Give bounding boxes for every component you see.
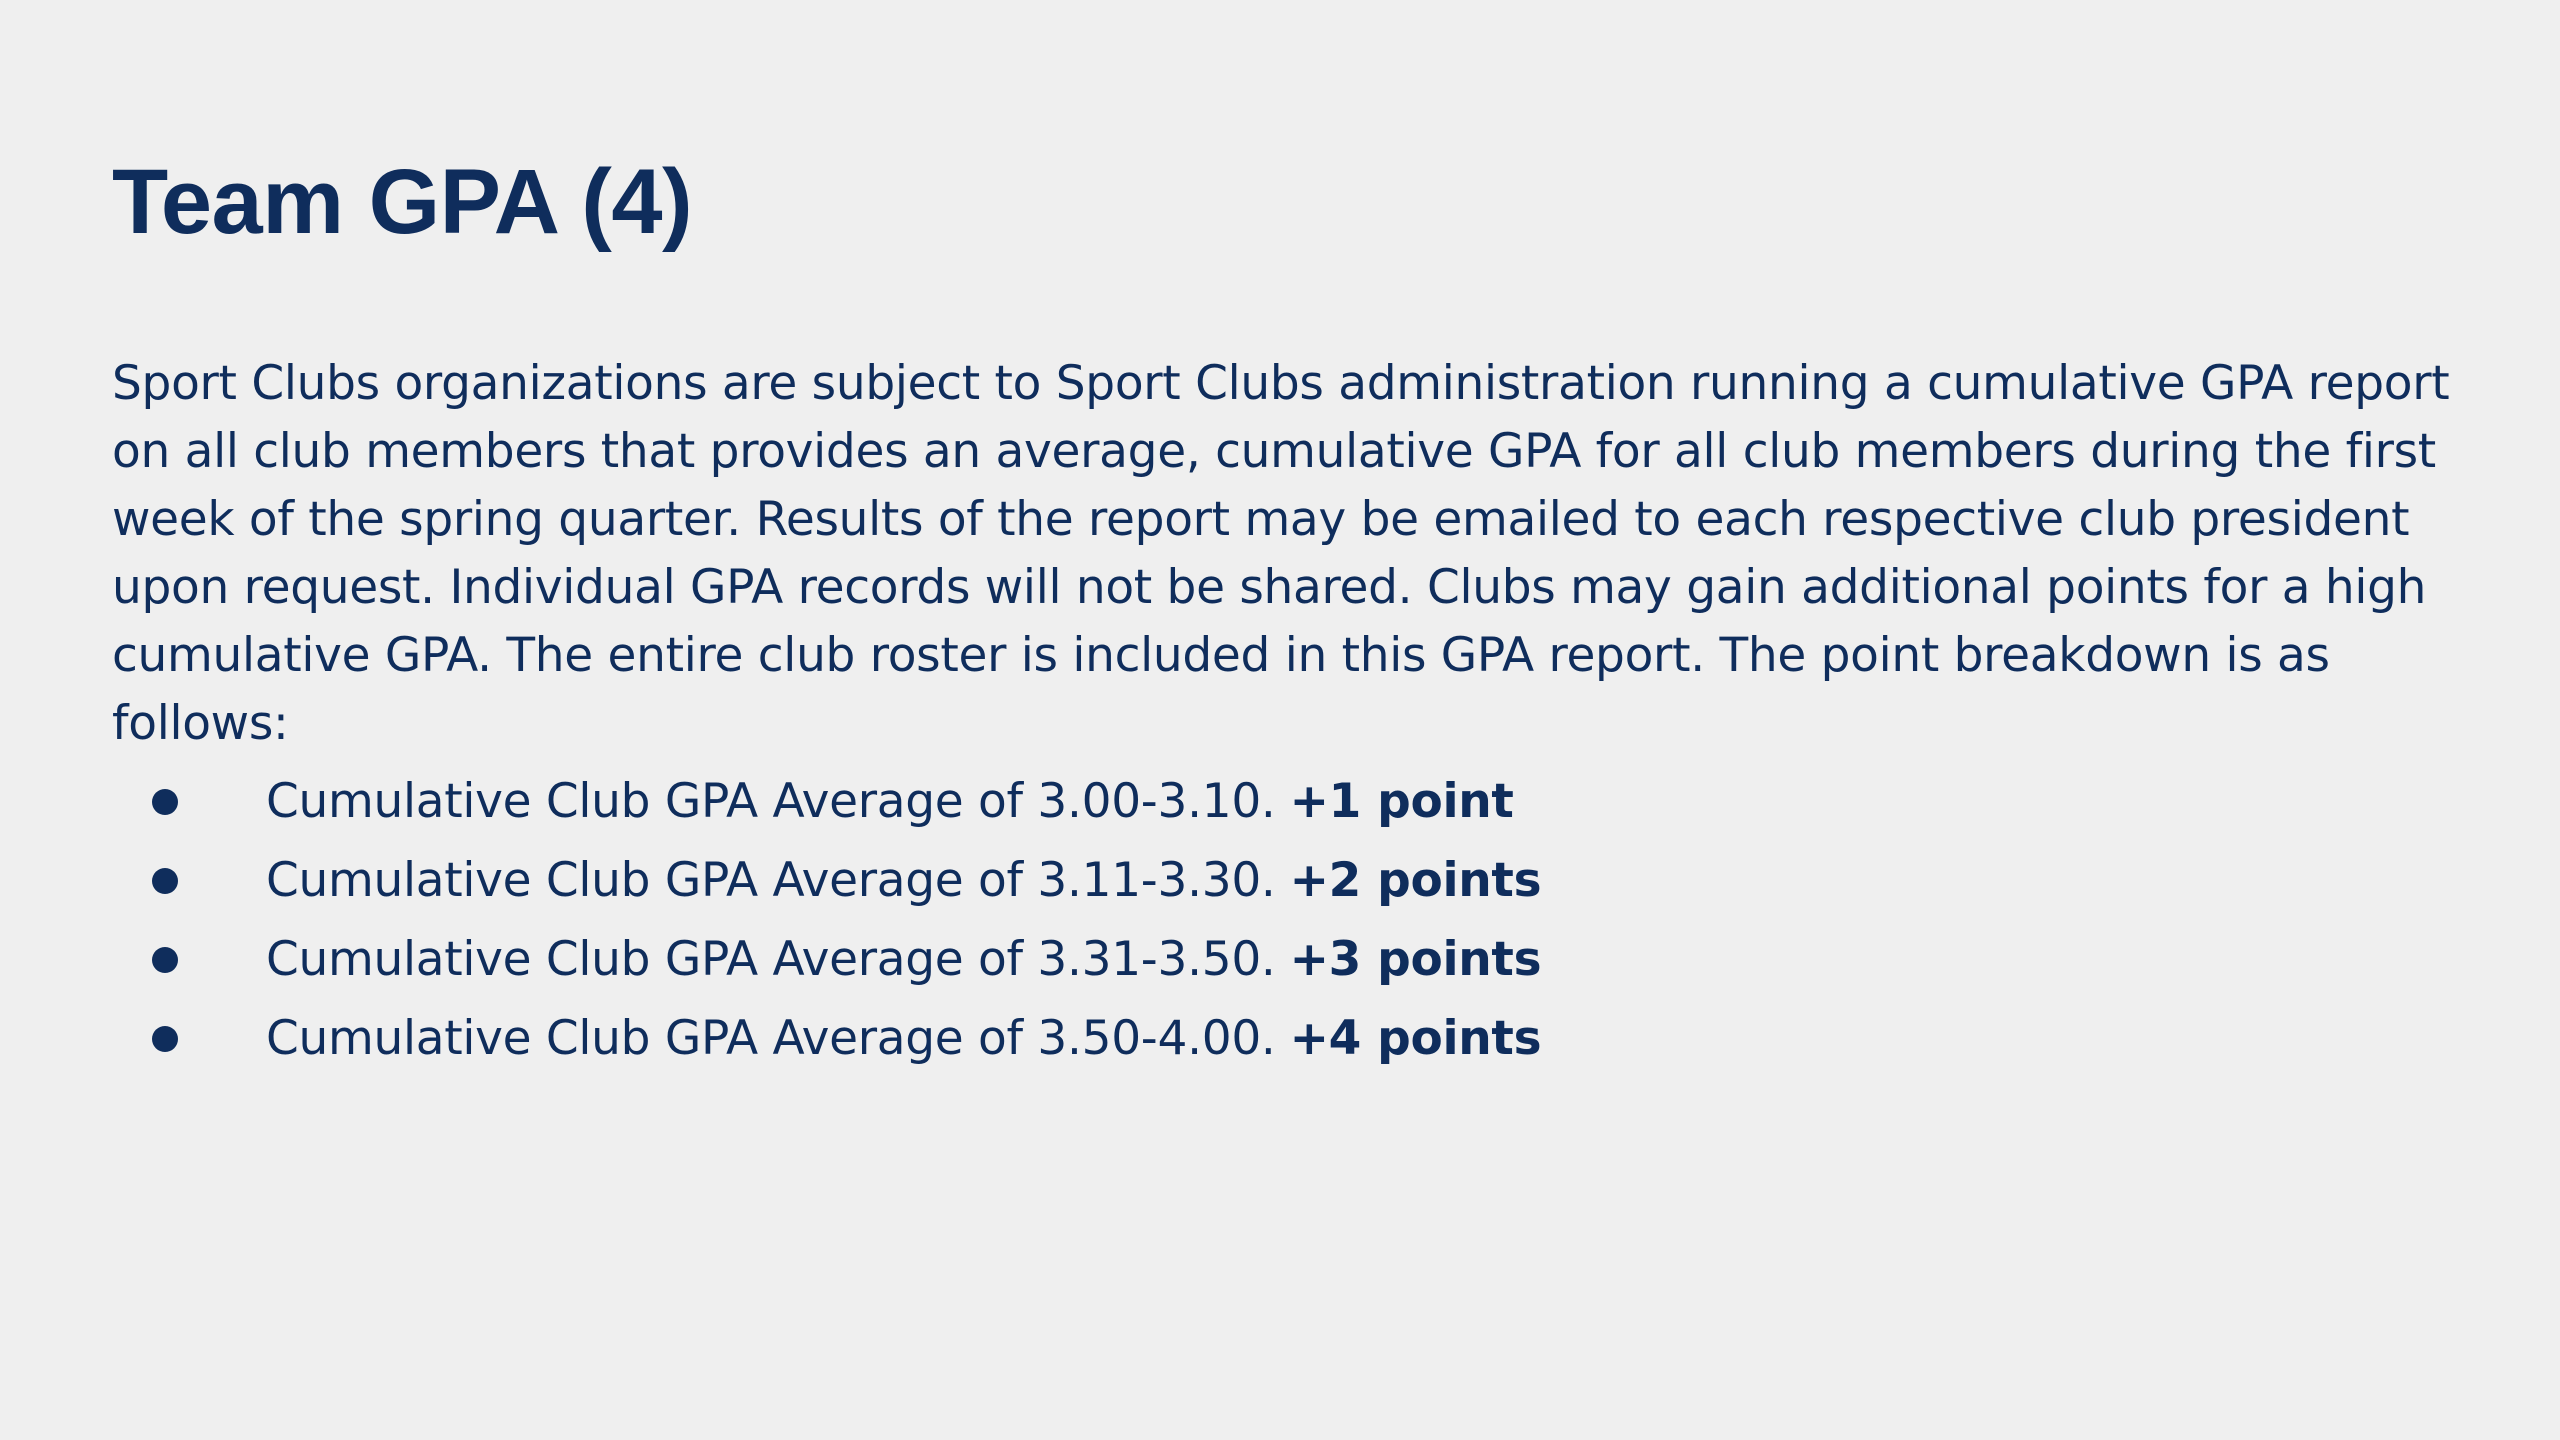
bullet-text: Cumulative Club GPA Average of 3.11-3.30.: [266, 853, 1276, 908]
list-item: [112, 999, 1541, 1078]
bullet-icon: [152, 1026, 178, 1052]
slide-title: Team GPA (4): [112, 151, 693, 253]
bullet-icon: [152, 789, 178, 815]
bullet-icon: [152, 868, 178, 894]
bullet-icon: [152, 947, 178, 973]
list-item: [112, 841, 1541, 920]
list-item: [112, 920, 1541, 999]
slide-paragraph: Sport Clubs organizations are subject to Sport Clubs administration running a cumulative GPA report on all club members that provides an average, cumulative GPA for all club members during the first week of the spring quarter. Results of the report may be emailed to each respective club president upon request. Individual GPA records will not be shared. Clubs may gain additional points for a high cumulative GPA. The entire club roster is included in this GPA report. The point breakdown is as follows:: [112, 356, 2450, 751]
bullet-text: Cumulative Club GPA Average of 3.31-3.50.: [266, 932, 1276, 987]
bullet-text: Cumulative Club GPA Average of 3.00-3.10.: [266, 774, 1276, 829]
list-item: [112, 762, 1541, 841]
bullet-text: Cumulative Club GPA Average of 3.50-4.00.: [266, 1011, 1276, 1066]
bullet-points: +1 point: [1289, 774, 1514, 829]
bullet-points: +4 points: [1289, 1011, 1542, 1066]
bullet-points: +3 points: [1289, 932, 1542, 987]
points-list: [112, 762, 1541, 1078]
bullet-points: +2 points: [1289, 853, 1542, 908]
